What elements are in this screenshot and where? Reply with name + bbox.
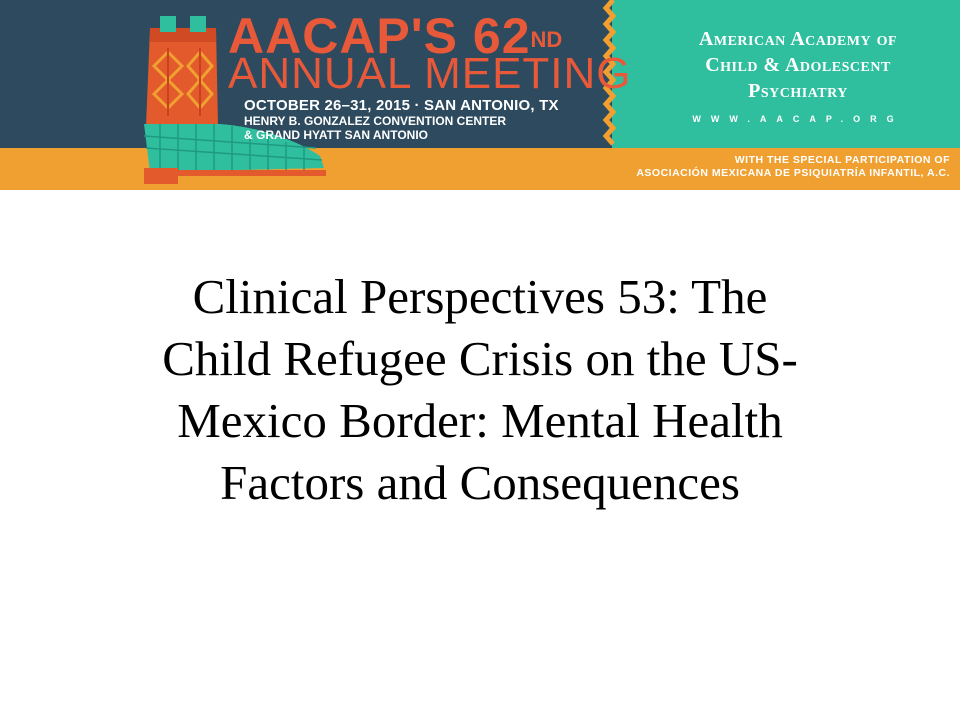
slide-title-line-3: Mexico Border: Mental Health xyxy=(177,393,783,448)
partner-credit xyxy=(636,154,950,180)
venue-line-1: HENRY B. GONZALEZ CONVENTION CENTER xyxy=(244,114,507,128)
org-name xyxy=(636,26,960,104)
partner-line-1: WITH THE SPECIAL PARTICIPATION OF xyxy=(734,154,950,166)
slide-title-line-1: Clinical Perspectives 53: The xyxy=(192,269,768,324)
org-url: WWW.AACAP.ORG xyxy=(692,114,904,124)
slide-title-line-4: Factors and Consequences xyxy=(220,455,740,510)
meeting-ordinal: ND xyxy=(530,27,563,52)
venue-line-2: & GRAND HYATT SAN ANTONIO xyxy=(244,128,429,142)
meeting-name: AACAP'S 62 xyxy=(228,8,531,64)
meeting-venue xyxy=(244,114,506,142)
meeting-subtitle: ANNUAL MEETING xyxy=(228,49,632,98)
meeting-dates: OCTOBER 26–31, 2015 · SAN ANTONIO, TX xyxy=(244,97,559,114)
org-name-line-2: Child & Adolescent xyxy=(705,54,891,76)
slide-title-line-2: Child Refugee Crisis on the US- xyxy=(162,331,798,386)
conference-banner xyxy=(0,0,960,190)
slide-title xyxy=(40,266,920,514)
partner-line-2: ASOCIACIÓN MEXICANA DE PSIQUIATRÍA INFANTIL, A.C. xyxy=(636,167,950,179)
org-name-line-1: American Academy of xyxy=(698,28,898,50)
org-name-line-3: Psychiatry xyxy=(748,80,848,102)
